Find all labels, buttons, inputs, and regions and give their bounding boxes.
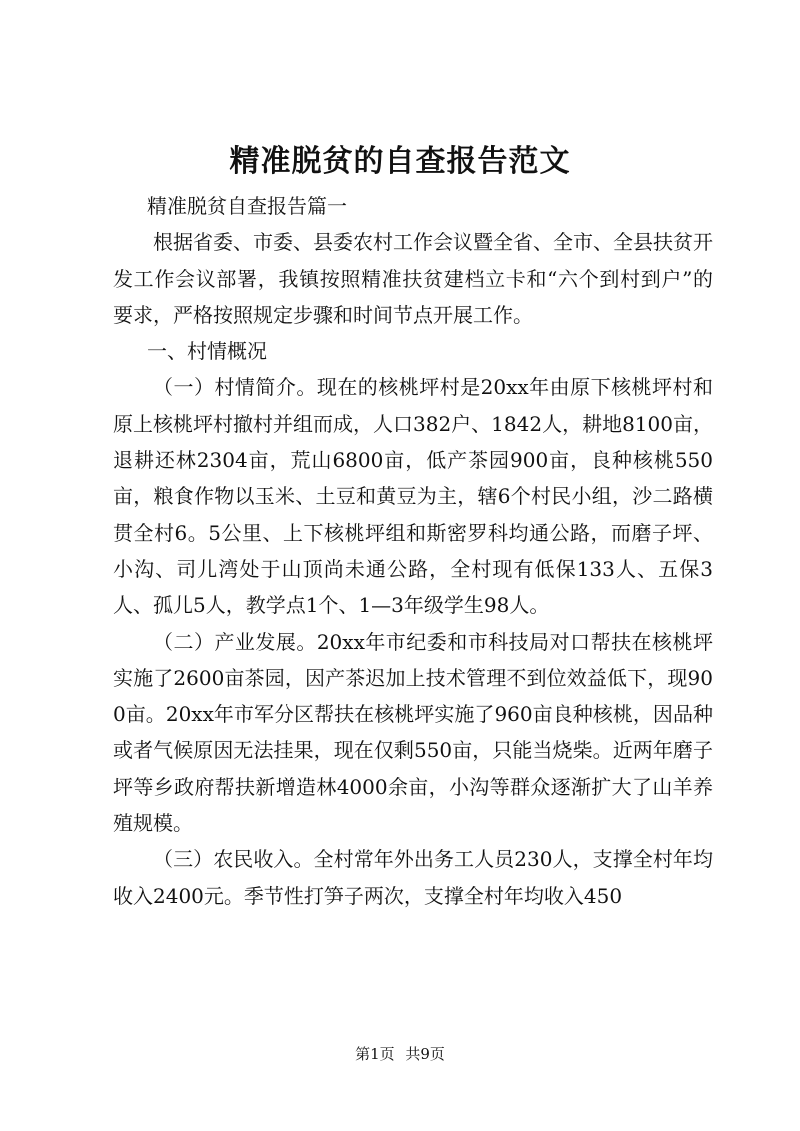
document-body <box>113 188 713 914</box>
page-total: 共9页 <box>405 1045 445 1063</box>
page-footer <box>0 1044 800 1064</box>
section-heading: 一、村情概况 <box>147 339 267 364</box>
page-number: 第1页 <box>355 1045 395 1063</box>
paragraph: 根据省委、市委、县委农村工作会议暨全省、全市、全县扶贫开发工作会议部署，我镇按照精准扶贫建档立卡和“六个到村到户”的要求，严格按照规定步骤和时间节点开展工作。 <box>113 230 713 327</box>
document-title: 精准脱贫的自查报告范文 <box>229 144 571 179</box>
paragraph: （三）农民收入。全村常年外出务工人员230人，支撑全村年均收入2400元。季节性打笋子两次，支撑全村年均收入450 <box>113 847 713 908</box>
paragraph: （一）村情简介。现在的核桃坪村是20xx年由原下核桃坪村和原上核桃坪村撤村并组而成，人口382户、1842人，耕地8100亩，退耕还林2304亩，荒山6800亩，低产茶园900亩，良种核桃550亩，粮食作物以玉米、土豆和黄豆为主，辖6个村民小组，沙二路横贯全村6。5公里、上下核桃坪组和斯密罗科均通公路，而磨子坪、小沟、司儿湾处于山顶尚未通公路，全村现有低保133人、五保3人、孤儿5人，教学点1个、1—3年级学生98人。 <box>113 375 713 618</box>
paragraph: （二）产业发展。20xx年市纪委和市科技局对口帮扶在核桃坪实施了2600亩茶园，因产茶迟加上技术管理不到位效益低下，现900亩。20xx年市军分区帮扶在核桃坪实施了960亩良种核桃，因品种或者气候原因无法挂果，现在仅剩550亩，只能当烧柴。近两年磨子坪等乡政府帮扶新增造林4000余亩，小沟等群众逐渐扩大了山羊养殖规模。 <box>113 629 713 836</box>
section-subtitle: 精准脱贫自查报告篇一 <box>147 194 347 218</box>
